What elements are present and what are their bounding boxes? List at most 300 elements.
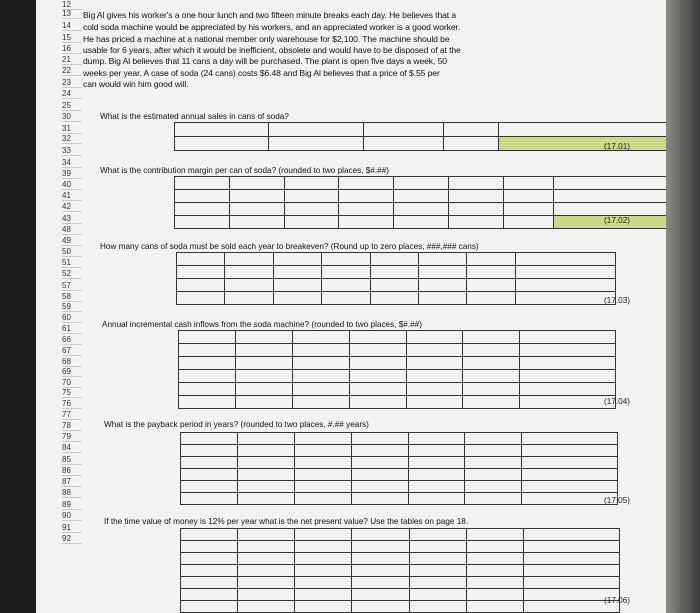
- answer-cell[interactable]: [515, 292, 615, 305]
- row-number: 89: [62, 500, 82, 510]
- answer-cell[interactable]: [419, 266, 467, 279]
- answer-cell[interactable]: [394, 190, 449, 203]
- question-reference: (17.03): [604, 296, 630, 305]
- answer-cell[interactable]: [351, 469, 408, 481]
- answer-cell[interactable]: [351, 445, 408, 457]
- answer-cell[interactable]: [419, 279, 467, 292]
- answer-cell[interactable]: [294, 469, 351, 481]
- row-number: 84: [62, 443, 82, 453]
- answer-cell[interactable]: [503, 203, 553, 216]
- question-text: What is the estimated annual sales in cans of soda?: [100, 112, 289, 121]
- answer-cell[interactable]: [229, 190, 284, 203]
- answer-cell[interactable]: [284, 177, 339, 190]
- answer-cell[interactable]: [235, 396, 292, 409]
- answer-cell[interactable]: [351, 433, 408, 445]
- answer-cell[interactable]: [181, 469, 238, 481]
- answer-grid[interactable]: [174, 122, 668, 151]
- answer-cell[interactable]: [466, 601, 523, 613]
- answer-cell[interactable]: [181, 481, 238, 493]
- row-number: 59: [62, 302, 82, 312]
- answer-row: [179, 344, 616, 357]
- answer-cell[interactable]: [177, 292, 225, 305]
- answer-row: [177, 253, 616, 266]
- answer-cell[interactable]: [295, 553, 352, 565]
- answer-cell[interactable]: [523, 553, 619, 565]
- answer-cell[interactable]: [465, 493, 522, 505]
- answer-cell[interactable]: [406, 331, 463, 344]
- answer-cell[interactable]: [177, 279, 225, 292]
- answer-cell[interactable]: [448, 216, 503, 229]
- answer-cell[interactable]: [175, 203, 230, 216]
- answer-grid[interactable]: [180, 432, 618, 505]
- answer-cell[interactable]: [269, 123, 363, 137]
- question-text: How many cans of soda must be sold each year to breakeven? (Round up to zero places, ###,### cans): [100, 242, 479, 251]
- row-number: 51: [62, 258, 82, 268]
- row-number: 16: [62, 44, 82, 54]
- answer-cell[interactable]: [553, 203, 668, 216]
- row-number: 86: [62, 466, 82, 476]
- answer-cell[interactable]: [408, 445, 465, 457]
- answer-cell[interactable]: [409, 601, 466, 613]
- answer-cell[interactable]: [465, 433, 522, 445]
- answer-cell[interactable]: [237, 457, 294, 469]
- answer-cell[interactable]: [225, 266, 273, 279]
- answer-cell[interactable]: [463, 357, 520, 370]
- answer-cell[interactable]: [363, 123, 443, 137]
- answer-row: [181, 457, 618, 469]
- problem-line: He has priced a machine at a national member only warehouse for $2,100. The machine should be: [83, 34, 450, 44]
- answer-cell[interactable]: [406, 344, 463, 357]
- answer-cell[interactable]: [295, 577, 352, 589]
- answer-cell[interactable]: [370, 253, 418, 266]
- row-number: 43: [62, 214, 82, 224]
- answer-cell[interactable]: [238, 529, 295, 541]
- answer-cell[interactable]: [292, 383, 349, 396]
- answer-cell[interactable]: [523, 577, 619, 589]
- question-reference: (17.05): [604, 496, 630, 505]
- answer-cell[interactable]: [463, 383, 520, 396]
- answer-cell[interactable]: [448, 177, 503, 190]
- answer-cell[interactable]: [238, 565, 295, 577]
- answer-cell[interactable]: [175, 137, 269, 151]
- page-edge-shadow: [666, 0, 700, 613]
- answer-cell[interactable]: [498, 137, 668, 151]
- answer-cell[interactable]: [322, 292, 370, 305]
- answer-cell[interactable]: [515, 279, 615, 292]
- question-text: If the time value of money is 12% per year what is the net present value? Use the tables on page 18.: [104, 517, 469, 526]
- answer-cell[interactable]: [522, 481, 618, 493]
- answer-cell[interactable]: [503, 216, 553, 229]
- answer-cell[interactable]: [463, 344, 520, 357]
- answer-row: [181, 553, 620, 565]
- answer-cell[interactable]: [179, 370, 236, 383]
- answer-cell[interactable]: [351, 457, 408, 469]
- row-number: 69: [62, 367, 82, 377]
- row-number: 50: [62, 247, 82, 257]
- answer-cell[interactable]: [522, 445, 618, 457]
- answer-cell[interactable]: [465, 481, 522, 493]
- answer-cell[interactable]: [349, 370, 406, 383]
- answer-cell[interactable]: [273, 266, 321, 279]
- row-number: 42: [62, 202, 82, 212]
- answer-cell[interactable]: [463, 396, 520, 409]
- answer-cell[interactable]: [284, 216, 339, 229]
- answer-cell[interactable]: [294, 493, 351, 505]
- answer-cell[interactable]: [339, 190, 394, 203]
- answer-cell[interactable]: [467, 292, 515, 305]
- answer-cell[interactable]: [292, 370, 349, 383]
- answer-cell[interactable]: [295, 589, 352, 601]
- answer-cell[interactable]: [175, 123, 269, 137]
- answer-cell[interactable]: [179, 383, 236, 396]
- answer-cell[interactable]: [409, 589, 466, 601]
- answer-grid[interactable]: [176, 252, 616, 305]
- answer-cell[interactable]: [467, 266, 515, 279]
- answer-cell[interactable]: [229, 203, 284, 216]
- answer-cell[interactable]: [294, 445, 351, 457]
- answer-cell[interactable]: [406, 396, 463, 409]
- answer-cell[interactable]: [394, 203, 449, 216]
- worksheet-page: [36, 0, 668, 613]
- row-number: 75: [62, 388, 82, 398]
- answer-row: [181, 589, 620, 601]
- answer-cell[interactable]: [520, 344, 616, 357]
- row-number: 78: [62, 421, 82, 431]
- answer-row: [179, 383, 616, 396]
- problem-line: usable for 6 years, after which it would be inefficient, obsolete and would have to be disposed of at the: [83, 45, 461, 55]
- row-number: 33: [62, 146, 82, 156]
- answer-cell[interactable]: [238, 601, 295, 613]
- answer-cell[interactable]: [520, 370, 616, 383]
- answer-cell[interactable]: [520, 383, 616, 396]
- answer-cell[interactable]: [181, 565, 238, 577]
- answer-cell[interactable]: [351, 493, 408, 505]
- answer-cell[interactable]: [349, 331, 406, 344]
- answer-cell[interactable]: [466, 541, 523, 553]
- answer-cell[interactable]: [503, 190, 553, 203]
- answer-row: [175, 123, 669, 137]
- answer-cell[interactable]: [349, 344, 406, 357]
- answer-cell[interactable]: [467, 253, 515, 266]
- row-number: 30: [62, 112, 82, 122]
- answer-cell[interactable]: [408, 481, 465, 493]
- row-number: 67: [62, 346, 82, 356]
- answer-cell[interactable]: [448, 190, 503, 203]
- answer-row: [175, 137, 669, 151]
- answer-cell[interactable]: [408, 493, 465, 505]
- answer-cell[interactable]: [522, 457, 618, 469]
- answer-cell[interactable]: [352, 553, 409, 565]
- answer-cell[interactable]: [284, 203, 339, 216]
- answer-cell[interactable]: [352, 565, 409, 577]
- answer-cell[interactable]: [339, 177, 394, 190]
- answer-cell[interactable]: [352, 541, 409, 553]
- answer-cell[interactable]: [370, 266, 418, 279]
- answer-cell[interactable]: [179, 331, 236, 344]
- answer-cell[interactable]: [238, 553, 295, 565]
- answer-cell[interactable]: [394, 216, 449, 229]
- answer-cell[interactable]: [235, 383, 292, 396]
- row-number: 92: [62, 534, 82, 544]
- answer-row: [181, 577, 620, 589]
- answer-cell[interactable]: [235, 331, 292, 344]
- answer-cell[interactable]: [295, 601, 352, 613]
- worksheet-content: [82, 0, 668, 613]
- answer-cell[interactable]: [466, 553, 523, 565]
- answer-cell[interactable]: [181, 553, 238, 565]
- answer-cell[interactable]: [406, 357, 463, 370]
- row-number: 52: [62, 269, 82, 279]
- answer-cell[interactable]: [339, 203, 394, 216]
- answer-cell[interactable]: [515, 266, 615, 279]
- answer-row: [175, 216, 669, 229]
- answer-cell[interactable]: [465, 469, 522, 481]
- answer-cell[interactable]: [322, 253, 370, 266]
- answer-cell[interactable]: [225, 292, 273, 305]
- answer-cell[interactable]: [273, 279, 321, 292]
- answer-cell[interactable]: [370, 279, 418, 292]
- answer-row: [181, 601, 620, 613]
- answer-cell[interactable]: [269, 137, 363, 151]
- answer-cell[interactable]: [520, 396, 616, 409]
- row-number: 88: [62, 488, 82, 498]
- row-number: 39: [62, 169, 82, 179]
- row-number: 41: [62, 191, 82, 201]
- question-reference: (17.01): [604, 142, 630, 151]
- answer-cell[interactable]: [467, 279, 515, 292]
- answer-cell[interactable]: [419, 253, 467, 266]
- row-number: 85: [62, 455, 82, 465]
- answer-cell[interactable]: [408, 457, 465, 469]
- answer-cell[interactable]: [179, 357, 236, 370]
- answer-cell[interactable]: [181, 577, 238, 589]
- answer-cell[interactable]: [235, 357, 292, 370]
- answer-cell[interactable]: [175, 177, 230, 190]
- row-number: 14: [62, 21, 82, 31]
- answer-row: [179, 370, 616, 383]
- answer-cell[interactable]: [292, 344, 349, 357]
- answer-cell[interactable]: [443, 137, 498, 151]
- answer-row: [175, 190, 669, 203]
- answer-cell[interactable]: [181, 445, 238, 457]
- answer-cell[interactable]: [179, 396, 236, 409]
- answer-cell[interactable]: [238, 577, 295, 589]
- answer-cell[interactable]: [409, 553, 466, 565]
- answer-cell[interactable]: [520, 357, 616, 370]
- question-reference: (17.06): [604, 596, 630, 605]
- answer-cell[interactable]: [520, 331, 616, 344]
- answer-row: [181, 529, 620, 541]
- answer-cell[interactable]: [394, 177, 449, 190]
- answer-row: [175, 177, 669, 190]
- answer-row: [177, 266, 616, 279]
- answer-cell[interactable]: [177, 266, 225, 279]
- row-number: 66: [62, 335, 82, 345]
- answer-cell[interactable]: [351, 481, 408, 493]
- answer-cell[interactable]: [352, 577, 409, 589]
- row-number: 49: [62, 236, 82, 246]
- answer-cell[interactable]: [409, 541, 466, 553]
- answer-cell[interactable]: [522, 469, 618, 481]
- answer-cell[interactable]: [237, 493, 294, 505]
- row-number: 61: [62, 324, 82, 334]
- answer-cell[interactable]: [294, 433, 351, 445]
- question-reference: (17.02): [604, 216, 630, 225]
- answer-row: [179, 357, 616, 370]
- answer-cell[interactable]: [292, 396, 349, 409]
- answer-cell[interactable]: [294, 457, 351, 469]
- row-number: 91: [62, 523, 82, 533]
- answer-cell[interactable]: [553, 190, 668, 203]
- answer-cell[interactable]: [179, 344, 236, 357]
- answer-cell[interactable]: [235, 344, 292, 357]
- answer-cell[interactable]: [181, 433, 238, 445]
- answer-cell[interactable]: [523, 565, 619, 577]
- row-number: 40: [62, 180, 82, 190]
- answer-cell[interactable]: [181, 589, 238, 601]
- row-number: 31: [62, 124, 82, 134]
- answer-cell[interactable]: [523, 541, 619, 553]
- answer-cell[interactable]: [349, 396, 406, 409]
- answer-cell[interactable]: [408, 433, 465, 445]
- answer-cell[interactable]: [237, 481, 294, 493]
- problem-line: cold soda machine would be appreciated by his workers, and an appreciated worker is a good worker.: [83, 22, 461, 32]
- answer-row: [179, 396, 616, 409]
- row-number: 25: [62, 101, 82, 111]
- answer-cell[interactable]: [408, 469, 465, 481]
- row-number: 32: [62, 134, 82, 144]
- answer-row: [177, 279, 616, 292]
- answer-grid[interactable]: [180, 528, 620, 613]
- answer-cell[interactable]: [238, 541, 295, 553]
- answer-row: [179, 331, 616, 344]
- answer-cell[interactable]: [339, 216, 394, 229]
- answer-cell[interactable]: [515, 253, 615, 266]
- answer-cell[interactable]: [498, 123, 668, 137]
- row-number: 60: [62, 313, 82, 323]
- answer-cell[interactable]: [352, 589, 409, 601]
- answer-cell[interactable]: [181, 601, 238, 613]
- row-number: 58: [62, 292, 82, 302]
- answer-cell[interactable]: [238, 589, 295, 601]
- answer-cell[interactable]: [181, 541, 238, 553]
- answer-cell[interactable]: [523, 529, 619, 541]
- answer-cell[interactable]: [229, 177, 284, 190]
- answer-grid[interactable]: [178, 330, 616, 409]
- question-text: What is the contribution margin per can of soda? (rounded to two places, $#.##): [100, 166, 390, 175]
- answer-cell[interactable]: [466, 529, 523, 541]
- row-number: 13: [62, 9, 82, 19]
- row-number: 22: [62, 66, 82, 76]
- row-number: 48: [62, 225, 82, 235]
- answer-cell[interactable]: [349, 357, 406, 370]
- answer-row: [181, 445, 618, 457]
- answer-cell[interactable]: [465, 457, 522, 469]
- answer-row: [175, 203, 669, 216]
- row-number: 76: [62, 399, 82, 409]
- answer-cell[interactable]: [322, 279, 370, 292]
- answer-row: [181, 493, 618, 505]
- answer-cell[interactable]: [448, 203, 503, 216]
- answer-cell[interactable]: [363, 137, 443, 151]
- answer-cell[interactable]: [273, 253, 321, 266]
- answer-cell[interactable]: [175, 216, 230, 229]
- answer-cell[interactable]: [181, 493, 238, 505]
- answer-cell[interactable]: [463, 370, 520, 383]
- answer-cell[interactable]: [177, 253, 225, 266]
- answer-cell[interactable]: [292, 357, 349, 370]
- answer-cell[interactable]: [284, 190, 339, 203]
- answer-cell[interactable]: [352, 529, 409, 541]
- answer-cell[interactable]: [225, 279, 273, 292]
- answer-row: [181, 541, 620, 553]
- answer-grid[interactable]: [174, 176, 668, 229]
- answer-cell[interactable]: [406, 370, 463, 383]
- answer-cell[interactable]: [406, 383, 463, 396]
- answer-cell[interactable]: [295, 541, 352, 553]
- row-number: 15: [62, 33, 82, 43]
- answer-cell[interactable]: [273, 292, 321, 305]
- answer-cell[interactable]: [522, 433, 618, 445]
- answer-cell[interactable]: [349, 383, 406, 396]
- answer-cell[interactable]: [225, 253, 273, 266]
- question-text: What is the payback period in years? (rounded to two places, #.## years): [104, 420, 369, 429]
- row-number-column: [36, 0, 82, 613]
- answer-cell[interactable]: [295, 529, 352, 541]
- answer-row: [181, 565, 620, 577]
- answer-cell[interactable]: [237, 445, 294, 457]
- answer-cell[interactable]: [419, 292, 467, 305]
- answer-cell[interactable]: [466, 565, 523, 577]
- answer-cell[interactable]: [463, 331, 520, 344]
- answer-cell[interactable]: [295, 565, 352, 577]
- row-number: 34: [62, 158, 82, 168]
- answer-cell[interactable]: [409, 565, 466, 577]
- answer-cell[interactable]: [292, 331, 349, 344]
- answer-cell[interactable]: [409, 529, 466, 541]
- answer-cell[interactable]: [175, 190, 230, 203]
- row-number: 21: [62, 55, 82, 65]
- row-number: 87: [62, 477, 82, 487]
- answer-cell[interactable]: [294, 481, 351, 493]
- problem-line: can would win him good will.: [83, 79, 189, 89]
- answer-cell[interactable]: [466, 589, 523, 601]
- answer-cell[interactable]: [181, 457, 238, 469]
- row-number: 68: [62, 357, 82, 367]
- question-text: Annual incremental cash inflows from the soda machine? (rounded to two places, $#.##): [102, 320, 422, 329]
- row-number: 70: [62, 378, 82, 388]
- answer-cell[interactable]: [322, 266, 370, 279]
- row-number: 23: [62, 78, 82, 88]
- answer-cell[interactable]: [181, 529, 238, 541]
- answer-row: [177, 292, 616, 305]
- answer-cell[interactable]: [553, 177, 668, 190]
- problem-line: dump. Big Al believes that 11 cans a day will be purchased. The plant is open five days a week, 50: [83, 56, 447, 66]
- answer-cell[interactable]: [237, 433, 294, 445]
- answer-cell[interactable]: [370, 292, 418, 305]
- answer-cell[interactable]: [235, 370, 292, 383]
- answer-cell[interactable]: [237, 469, 294, 481]
- answer-cell[interactable]: [503, 177, 553, 190]
- answer-row: [181, 433, 618, 445]
- answer-cell[interactable]: [466, 577, 523, 589]
- answer-cell[interactable]: [409, 577, 466, 589]
- answer-cell[interactable]: [443, 123, 498, 137]
- answer-cell[interactable]: [352, 601, 409, 613]
- answer-cell[interactable]: [465, 445, 522, 457]
- answer-cell[interactable]: [229, 216, 284, 229]
- row-number: 90: [62, 511, 82, 521]
